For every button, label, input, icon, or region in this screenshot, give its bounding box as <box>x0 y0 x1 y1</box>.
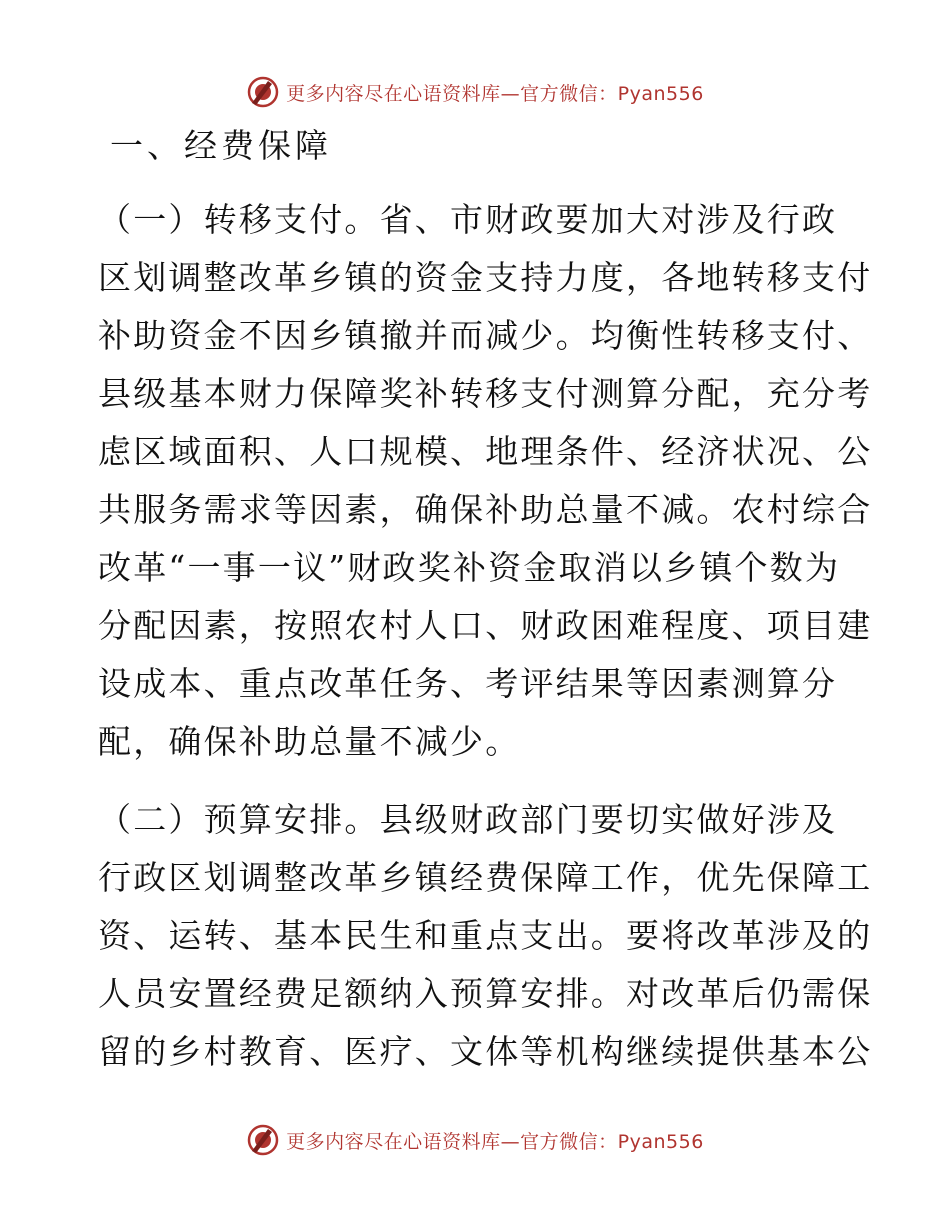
section-heading: 一、经费保障 <box>110 126 332 165</box>
body-line: （一）转移支付。省、市财政要加大对涉及行政 <box>98 200 838 239</box>
body-line: 留的乡村教育、医疗、文体等机构继续提供基本公 <box>98 1032 873 1071</box>
body-line: 虑区域面积、人口规模、地理条件、经济状况、公 <box>98 432 873 471</box>
header-watermark <box>0 70 950 114</box>
quill-logo-icon <box>246 75 280 109</box>
body-line: 改革“一事一议”财政奖补资金取消以乡镇个数为 <box>98 548 841 587</box>
footer-watermark <box>0 1118 950 1162</box>
body-line: 人员安置经费足额纳入预算安排。对改革后仍需保 <box>98 974 873 1013</box>
body-line: 分配因素，按照农村人口、财政困难程度、项目建 <box>98 606 873 645</box>
body-line: 资、运转、基本民生和重点支出。要将改革涉及的 <box>98 916 873 955</box>
watermark-text: 更多内容尽在心语资料库—官方微信：Pyan556 <box>286 1130 704 1153</box>
body-line: 补助资金不因乡镇撤并而减少。均衡性转移支付、 <box>98 316 873 355</box>
watermark-text: 更多内容尽在心语资料库—官方微信：Pyan556 <box>286 82 704 105</box>
body-line: 配，确保补助总量不减少。 <box>98 722 521 761</box>
quill-logo-icon <box>246 1123 280 1157</box>
body-line: （二）预算安排。县级财政部门要切实做好涉及 <box>98 800 838 839</box>
body-line: 共服务需求等因素，确保补助总量不减。农村综合 <box>98 490 873 529</box>
body-line: 设成本、重点改革任务、考评结果等因素测算分 <box>98 664 838 703</box>
body-line: 行政区划调整改革乡镇经费保障工作，优先保障工 <box>98 858 873 897</box>
body-line: 区划调整改革乡镇的资金支持力度，各地转移支付 <box>98 258 873 297</box>
body-line: 县级基本财力保障奖补转移支付测算分配，充分考 <box>98 374 873 413</box>
